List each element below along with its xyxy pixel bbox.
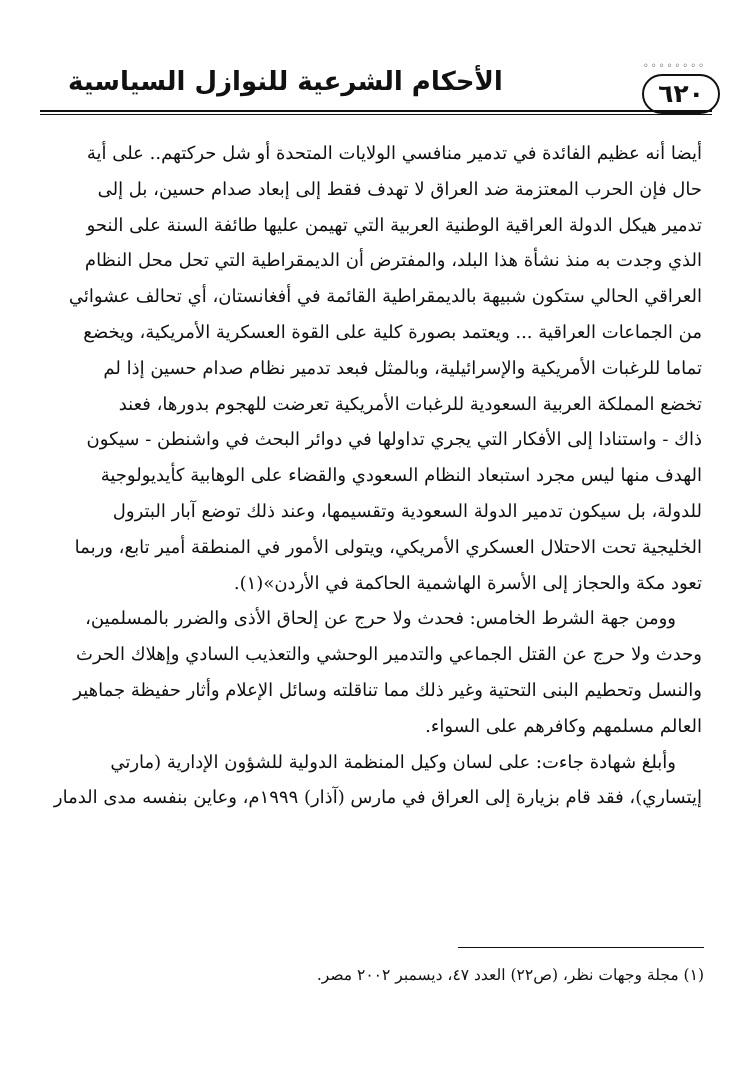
text-line: ذاك - واستنادا إلى الأفكار التي يجري تداولها في دوائر البحث في واشنطن - سيكون bbox=[86, 429, 702, 451]
running-title: الأحكام الشرعية للنوازل السياسية bbox=[68, 67, 503, 97]
page-number-badge bbox=[642, 74, 720, 114]
paragraph-start-line: وومن جهة الشرط الخامس: فحدث ولا حرج عن إلحاق الأذى والضرر بالمسلمين، bbox=[85, 608, 676, 630]
text-line: الذي وجدت به منذ نشأة هذا البلد، والمفترض أن الديمقراطية التي تحل محل النظام bbox=[84, 250, 702, 272]
page-header bbox=[40, 60, 712, 112]
text-line: والنسل وتحطيم البنى التحتية وغير ذلك مما تناقلته وسائل الإعلام وأثار حفيظة جماهير bbox=[73, 679, 702, 701]
text-line: تخضع المملكة العربية السعودية للرغبات الأمريكية تعرضت للهجوم بدورها، فعند bbox=[118, 393, 702, 415]
text-line: أيضا أنه عظيم الفائدة في تدمير منافسي الولايات المتحدة أو شل حركتهم.. على أية bbox=[86, 143, 702, 164]
text-line: تدمير هيكل الدولة العراقية الوطنية العربية التي تهيمن عليها طائفة السنة على النحو bbox=[86, 214, 702, 236]
text-line: إيتساري)، فقد قام بزيارة إلى العراق في مارس (آذار) ١٩٩٩م، وعاين بنفسه مدى الدمار bbox=[53, 787, 702, 809]
text-line: تعود مكة والحجاز إلى الأسرة الهاشمية الحاكمة في الأردن»(١). bbox=[233, 572, 702, 594]
text-line: وحدث ولا حرج عن القتل الجماعي والتدمير الوحشي والتعذيب السادي وإهلاك الحرث bbox=[76, 644, 702, 666]
page-number: ٦٢٠ bbox=[658, 79, 704, 108]
text-line: تماما للرغبات الأمريكية والإسرائيلية، وبالمثل فبعد تدمير نظام صدام حسين إذا لم bbox=[103, 357, 702, 379]
footnote: (١) مجلة وجهات نظر، (ص٢٢) العدد ٤٧، ديسمبر ٢٠٠٢ مصر. bbox=[316, 966, 704, 984]
ornament-icon: ◦◦◦◦◦◦◦◦ bbox=[642, 61, 706, 72]
text-line: العراقي الحالي ستكون شبيهة بالديمقراطية القائمة في أفغانستان، أي تحالف عشوائي bbox=[68, 286, 702, 308]
text-line: حال فإن الحرب المعتزمة ضد العراق لا تهدف فقط إلى إبعاد صدام حسين، بل إلى bbox=[97, 178, 702, 200]
text-line: للدولة، بل سيكون تدمير الدولة السعودية وتقسيمها، وعند ذلك توضع آبار البترول bbox=[112, 500, 702, 522]
text-line: الهدف منها ليس مجرد استبعاد النظام السعودي والقضاء على الوهابية كأيديولوجية bbox=[100, 465, 702, 487]
header-rule bbox=[40, 110, 712, 112]
footnote-separator bbox=[458, 947, 704, 948]
text-line: الخليجية تحت الاحتلال العسكري الأمريكي، ويتولى الأمور في المنطقة أمير تابع، وربما bbox=[74, 536, 702, 558]
text-line: العالم مسلمهم وكافرهم على السواء. bbox=[425, 715, 702, 737]
paragraph-start-line: وأبلغ شهادة جاءت: على لسان وكيل المنظمة الدولية للشؤون الإدارية (مارتي bbox=[110, 751, 676, 773]
text-line: من الجماعات العراقية ... ويعتمد بصورة كلية على القوة العسكرية الأمريكية، ويخضع bbox=[83, 321, 702, 343]
body-text bbox=[42, 136, 702, 816]
